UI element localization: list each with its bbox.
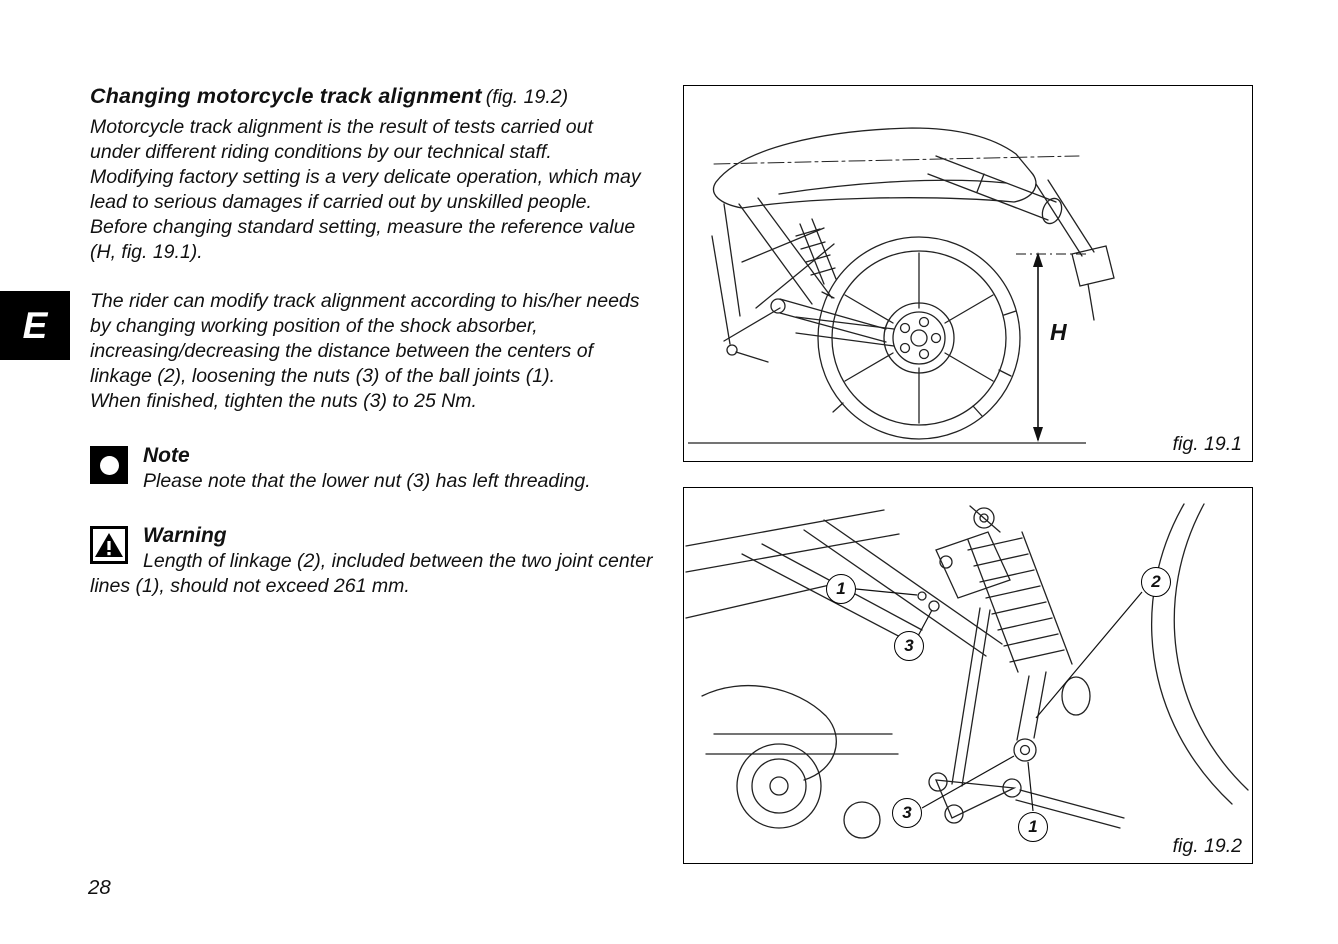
paragraph: Before changing standard setting, measure the reference value (H, fig. 19.1). — [90, 216, 636, 263]
section-tab: E — [0, 291, 70, 360]
paragraph: When finished, tighten the nuts (3) to 25 Nm. — [90, 390, 477, 412]
paragraph: The rider can modify track alignment according to his/her needs by changing working position of the shock absorber, increasing/decreasing the distance between the centers of linkage (2), loosening the nuts (3) of the ball joints (1). — [90, 290, 640, 387]
callout-3-lower: 3 — [892, 798, 922, 828]
callout-2: 2 — [1141, 567, 1171, 597]
figure-19-2 — [683, 487, 1253, 864]
heading-line — [90, 83, 676, 112]
dimension-label-h: H — [1050, 319, 1067, 345]
note-title: Note — [143, 444, 190, 467]
callout-1-upper: 1 — [826, 574, 856, 604]
paragraph: Motorcycle track alignment is the result of tests carried out under different riding conditions by our technical staff. — [90, 116, 593, 163]
text-column — [90, 83, 676, 599]
warning-block — [90, 523, 676, 599]
procedure-paragraphs — [90, 289, 676, 414]
figure-caption: fig. 19.2 — [1172, 835, 1242, 857]
note-block — [90, 443, 676, 494]
warning-title: Warning — [143, 524, 227, 547]
figure-caption: fig. 19.1 — [1172, 433, 1242, 455]
figure-19-1 — [683, 85, 1253, 462]
fig-19-2-drawing — [684, 488, 1250, 861]
fig-19-1-drawing — [684, 86, 1250, 459]
warning-triangle-icon — [90, 526, 128, 564]
paragraph: Modifying factory setting is a very delicate operation, which may lead to serious damages if carried out by unskilled people. — [90, 166, 641, 213]
heading-figure-ref: (fig. 19.2) — [485, 86, 569, 108]
warning-text: Length of linkage (2), included between the two joint center lines (1), should not exceed 261 mm. — [90, 550, 653, 597]
note-text: Please note that the lower nut (3) has left threading. — [143, 470, 591, 492]
page-number: 28 — [88, 876, 111, 899]
page-title: Changing motorcycle track alignment — [90, 84, 482, 108]
callout-1-lower: 1 — [1018, 812, 1048, 842]
intro-paragraphs — [90, 115, 676, 265]
note-square-icon — [90, 446, 128, 484]
callout-3-upper: 3 — [894, 631, 924, 661]
